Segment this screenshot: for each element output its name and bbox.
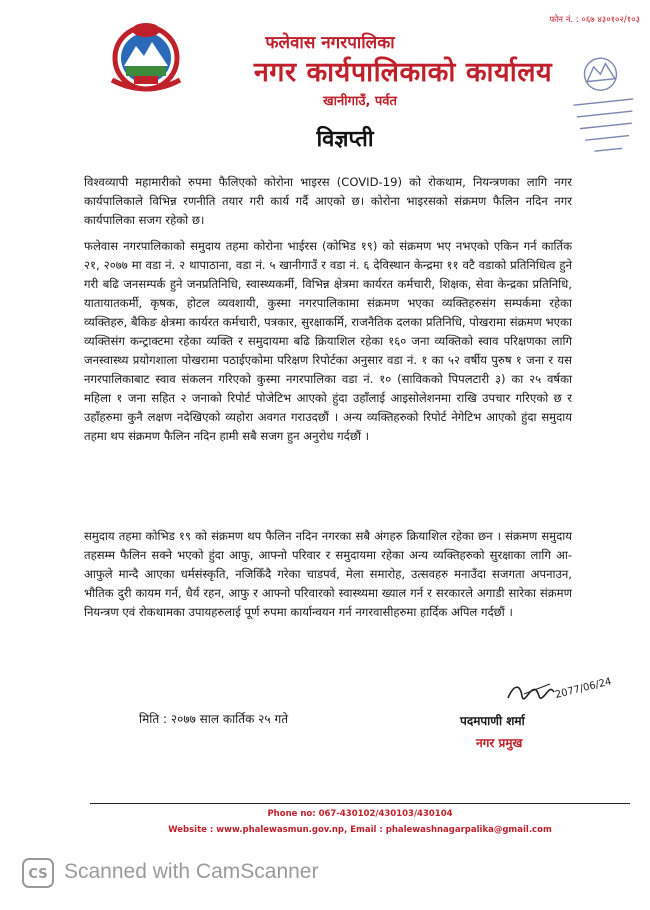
camscanner-watermark: Scanned with CamScanner xyxy=(64,860,319,883)
office-seal-stamp xyxy=(568,52,640,164)
header-phone: फोन नं. : ०६७ ४३०१०२/१०३ xyxy=(549,15,640,25)
notice-title: विज्ञप्ती xyxy=(316,127,374,152)
notice-paragraph-1: विश्वव्यापी महामारीको रुपमा फैलिएको कोरोना भाइरस (COVID-19) को रोकथाम, नियन्त्रणका लागि नगर कार्यपालिकाले विभिन्न रणनीति तयार गरी कार्य गर्दै आएको छ। कोरोना भाइरसको संक्रमण फैलिन नदिन नगर कार्यपालिका सजग रहेको छ। xyxy=(84,175,572,227)
municipality-name: फलेवास नगरपालिका xyxy=(265,33,395,53)
camscanner-logo-text: CS xyxy=(28,867,48,882)
footer-divider xyxy=(90,803,630,804)
notice-date: मिति : २०७७ साल कार्तिक २५ गते xyxy=(139,712,289,726)
office-location: खानीगाउँ, पर्वत xyxy=(323,94,397,109)
camscanner-logo-icon xyxy=(22,858,54,888)
handwritten-signature xyxy=(504,676,614,710)
notice-paragraph-3: समुदाय तहमा कोभिड १९ को संक्रमण थप फैलिन नदिन नगरका सबै अंगहरु क्रियाशिल रहेका छन । संक्रमण समुदाय तहसम्म फैलिन सक्ने भएको हुंदा आफु, आफ्नो परिवार र समुदायमा रहेका अन्य व्यक्तिहरुको सुरक्षाका लागि आ-आफुले मान्दै आएका धर्मसंस्कृति, नजिकिँदै गरेका चाडपर्व, मेला समारोह, उत्सवहरु मनाउँदा सजगता अपनाउन, भौतिक दुरी कायम गर्न, धैर्य रहन, आफु र आफ्नो परिवारको स्वास्थ्यमा ख्याल गर्न र सरकारले अगाडी सारेका संक्रमण नियन्त्रण एवं रोकथामका उपायहरुलाई पूर्ण रुपमा कार्यान्वयन गर्न नगरवासीहरुमा हार्दिक अपिल गर्दछौं । xyxy=(84,529,572,619)
notice-paragraph-2: फलेवास नगरपालिकाको समुदाय तहमा कोरोना भाईरस (कोभिड १९) को संक्रमण भए नभएको एकिन गर्न कार्तिक २१, २०७७ मा वडा नं. २ थापाठाना, वडा नं. ५ खानीगाउँ र वडा नं. ६ देविस्थान केन्द्रमा ११ वटै वडाको प्रतिनिधित्व हुने गरी बढि जनसम्पर्क हुने जनप्रतिनिधि, स्वास्थ्यकर्मी, विभिन्न क्षेत्रमा कार्यरत कर्मचारी, शिक्षक, सेवा केन्द्रका प्रतिनिधि, यातायातकर्मी, कृषक, होटल व्यवशायी, कुस्मा नगरपालिकामा संक्रमण भएका व्यक्तिहरुसंग सम्पर्कमा रहेका व्यक्तिहरु, बैकिङ क्षेत्रमा कार्यरत कर्मचारी, पत्रकार, सुरक्षाकर्मि, राजनैतिक दलका प्रतिनिधि, पोखरामा संक्रमण भएका व्यक्तिसंग कन्ट्राक्टमा रहेका व्यक्ति र समुदायमा बढि क्रियाशिल रहेका १६० जना व्यक्तिको स्वाव परिक्षणका लागि जनस्वास्थ्य प्रयोगशाला पोखरामा पठाईएकोमा परिक्षण रिपोर्टका अनुसार वडा नं. १ का ५२ वर्षीय पुरुष १ जना र यस नगरपालिकाबाट स्वाव संकलन गरिएको कुस्मा नगरपालिका वडा नं. १० (साविकको पिपलटारी ३) का २५ वर्षका महिला १ जना सहित २ जनाको रिपोर्ट पोजेटिभ आएको हुंदा उहाँलाई आइसोलेशनमा राखि उपचार गरिएको छ र उहाँहरुमा कुनै लक्षण नदेखिएको व्यहोरा अवगत गराउदछौं । अन्य व्यक्तिहरुको रिपोर्ट नेगेटिभ आएको हुंदा समुदाय तहमा थप संक्रमण फैलिन नदिन हामी सबै सजग हुन अनुरोध गर्दछौं । xyxy=(84,239,572,443)
office-name: नगर कार्यपालिकाको कार्यालय xyxy=(253,57,553,88)
signer-name: पदमपाणी शर्मा xyxy=(460,714,525,728)
footer-phone: Phone no: 067-430102/430103/430104 xyxy=(267,809,453,819)
footer-contact: Website : www.phalewasmun.gov.np, Email : phalewashnagarpalika@gmail.com xyxy=(168,825,552,835)
nepal-emblem-icon xyxy=(104,18,188,94)
signer-title: नगर प्रमुख xyxy=(476,736,523,750)
signature-date-annotation: 2077/06/24 xyxy=(554,676,613,701)
